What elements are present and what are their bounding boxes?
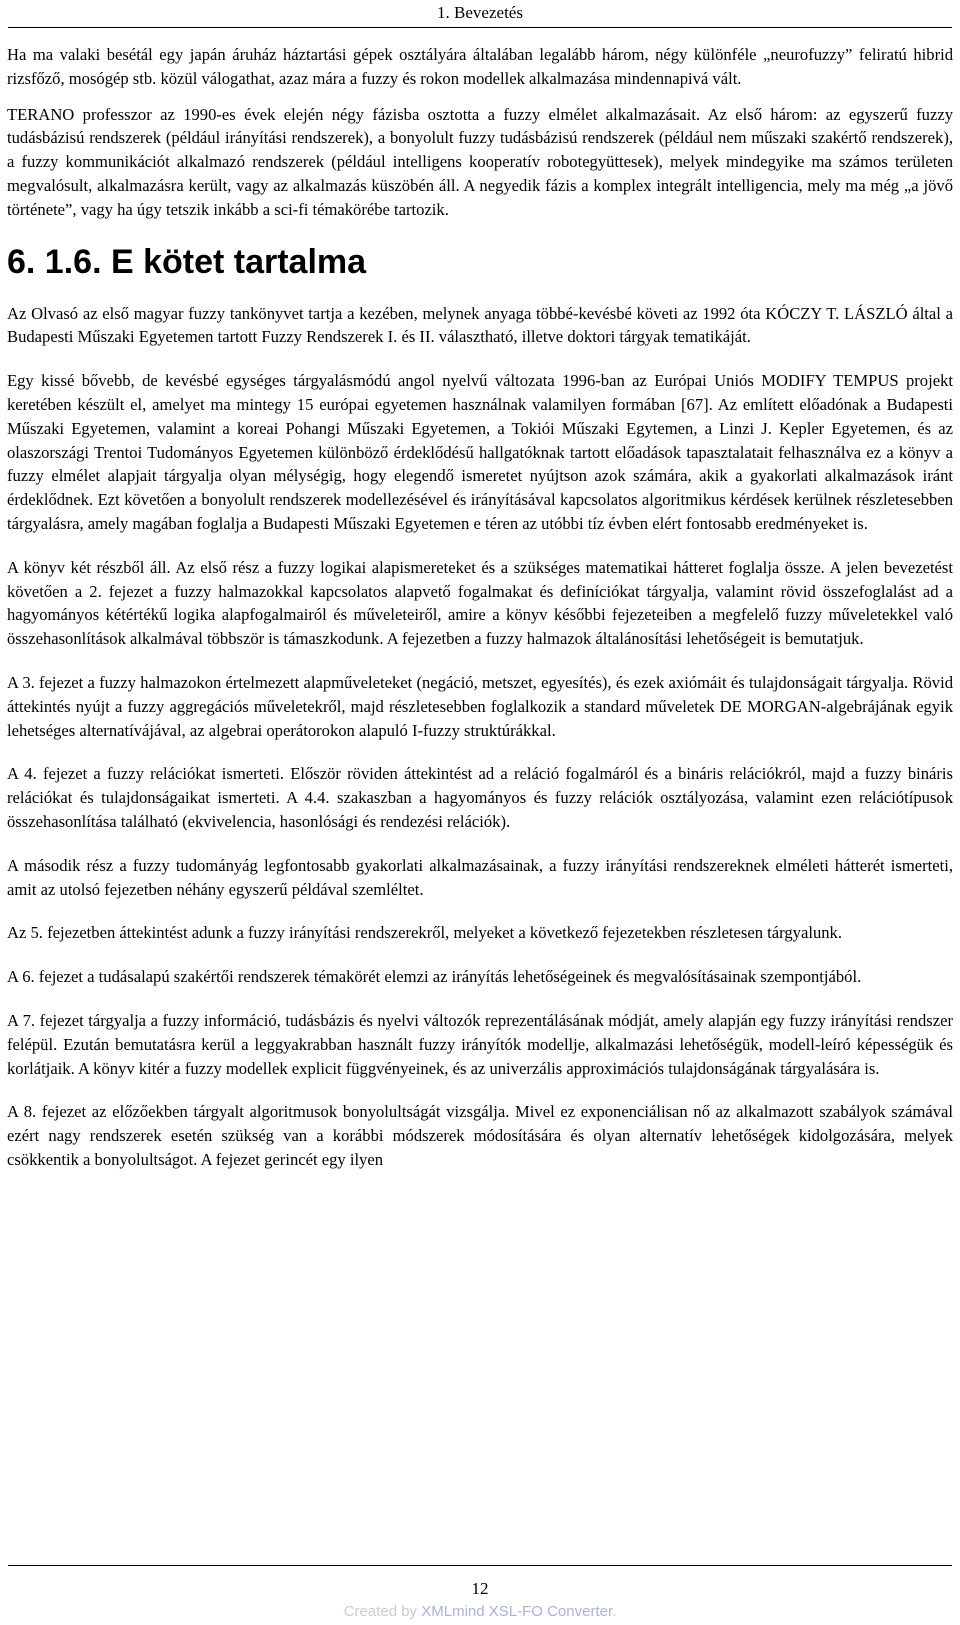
paragraph-1: Az Olvasó az első magyar fuzzy tankönyvet tartja a kezében, melynek anyaga többé-kevésbé követi az 1992 óta KÓCZY T. LÁSZLÓ által a Budapesti Műszaki Egyetemen tartott Fuzzy Rendszerek I. és II. választható, illetve doktori tárgyak tematikáját. (7, 303, 953, 347)
paragraph-6: A második rész a fuzzy tudományág legfontosabb gyakorlati alkalmazásainak, a fuzzy irányítási rendszereknek elméleti hátterét ismerteti, amit az utolsó fejezetben néhány egyszerű példával szemléltet. (7, 855, 953, 899)
converter-credit (0, 1602, 960, 1622)
paragraph-4: A 3. fejezet a fuzzy halmazokon értelmezett alapműveleteket (negáció, metszet, egyesítés), és ezek axiómáit és tulajdonságait tárgyalja. Rövid áttekintés nyújt a fuzzy aggregációs műveletekről, majd részletesebben foglalkozik a standard műveletek DE MORGAN-algebrájának egyik lehetséges alternatívájával, az algebrai operátorokon alapuló I-fuzzy struktúrákkal. (7, 672, 953, 740)
section-heading: 6. 1.6. E kötet tartalma (7, 242, 367, 281)
paragraph-intro-2: TERANO professzor az 1990-es évek elején négy fázisba osztotta a fuzzy elmélet alkalmazásait. Az első három: az egyszerű fuzzy tudásbázisú rendszerek (például irányítási rendszerek), a bonyolult fuzzy tudásbázisú rendszerek (például nem műszaki szakértő rendszerek), a fuzzy kommunikációt alkalmazó rendszerek (például intelligens kooperatív robotegyüttesek), melyek mindegyike ma számos területen megvalósult, alkalmazásra került, vagy az alkalmazás küszöbén áll. A negyedik fázis a komplex integrált intelligencia, mely ma még „a jövő története”, vagy ha úgy tetszik inkább a sci-fi témakörébe tartozik. (7, 104, 953, 219)
page-body (7, 43, 953, 1192)
paragraph-10: A 8. fejezet az előzőekben tárgyalt algoritmusok bonyolultságát vizsgálja. Mivel ez exponenciálisan nő az alkalmazott szabályok számával ezért nagy rendszerek esetén szükség van a korábbi módszerek módosítására és olyan alternatív lehetőségek kidolgozására, melyek csökkentik a bonyolultságot. A fejezet gerincét egy ilyen (7, 1102, 953, 1169)
footer-divider (8, 1565, 952, 1566)
credit-link[interactable]: XMLmind XSL-FO Converter (421, 1603, 613, 1620)
paragraph-5: A 4. fejezet a fuzzy relációkat ismerteti. Először röviden áttekintést ad a reláció fogalmáról és a bináris relációkról, majd a fuzzy bináris relációkat és tulajdonságaikat ismerteti. A 4.4. szakaszban a hagyományos és fuzzy relációk osztályozása, valamint ezen relációtípusok összehasonlítása található (ekvivelencia, hasonlósági és rendezési relációk). (7, 764, 953, 831)
paragraph-7: Az 5. fejezetben áttekintést adunk a fuzzy irányítási rendszerekről, melyeket a következő fejezetekben részletesen tárgyalunk. (7, 923, 842, 943)
paragraph-intro-1: Ha ma valaki besétál egy japán áruház háztartási gépek osztályára általában legalább három, négy különféle „neurofuzzy” feliratú hibrid rizsfőző, mosógép stb. közül válogathat, azaz mára a fuzzy és rokon modellek alkalmazása mindennapivá vált. (7, 45, 953, 88)
credit-suffix: . (612, 1603, 617, 1620)
running-header (8, 0, 952, 28)
paragraph-9: A 7. fejezet tárgyalja a fuzzy információ, tudásbázis és nyelvi változók reprezentálásának módját, amely alapján egy fuzzy irányítási rendszer felépül. Ezután bemutatásra kerül a leggyakrabban használt fuzzy irányítók modellje, alkalmazási lehetőségük, modell-leíró képességük és korlátjaik. A könyv kitér a fuzzy modellek explicit függvényeinek, és az univerzális approximációs tulajdonságának tárgyalására is. (7, 1010, 953, 1078)
paragraph-2: Egy kissé bővebb, de kevésbé egységes tárgyalásmódú angol nyelvű változata 1996-ban az Európai Uniós MODIFY TEMPUS projekt keretében készült el, amelyet ma mintegy 15 európai egyetemen használnak valamilyen formában [67]. Az említett előadónak a Budapesti Műszaki Egyetemen, valamint a koreai Pohangi Műszaki Egyetemen, a Tokiói Műszaki Egytemen, a Linzi J. Kepler Egyetemen, és az olaszországi Trentoi Tudományos Egyetemen különböző érdeklődésű hallgatóknak tartott előadások tapasztalatait felhasználva ez a könyv a fuzzy elmélet alapjait tárgyalja olyan mélységig, hogy elegendő ismeretet nyújtson azok számára, akik a gyakorlati alkalmazások iránt érdeklődnek. Ezt követően a bonyolult rendszerek modellezésével és irányításával kapcsolatos algoritmikus kérdések kerülnek részletesebben tárgyalásra, amely magában foglalja a Budapesti Műszaki Egyetemen e téren az utóbbi tíz évben elért fontosabb eredményeket is. (7, 371, 953, 533)
running-title: 1. Bevezetés (437, 3, 523, 22)
paragraph-8: A 6. fejezet a tudásalapú szakértői rendszerek témakörét elemzi az irányítás lehetőségeinek és megvalósításainak szempontjából. (7, 967, 862, 987)
credit-prefix: Created by (343, 1603, 422, 1620)
paragraph-3: A könyv két részből áll. Az első rész a fuzzy logikai alapismereteket és a szükséges matematikai hátteret foglalja össze. A jelen bevezetést követően a 2. fejezet a fuzzy halmazokkal kapcsolatos alapvető fogalmakat és definíciókat tárgyalja, valamint rövid összefoglalást ad a hagyományos kétértékű logika alapfogalmairól és műveleteiről, amire a könyv későbbi fejezeteiben a megfelelő fuzzy műveletekkel való összehasonlítások alkalmával többször is támaszkodunk. A fejezetben a fuzzy halmazok általánosítási lehetőségeit is bemutatjuk. (7, 557, 953, 649)
page-number: 12 (471, 1579, 489, 1598)
